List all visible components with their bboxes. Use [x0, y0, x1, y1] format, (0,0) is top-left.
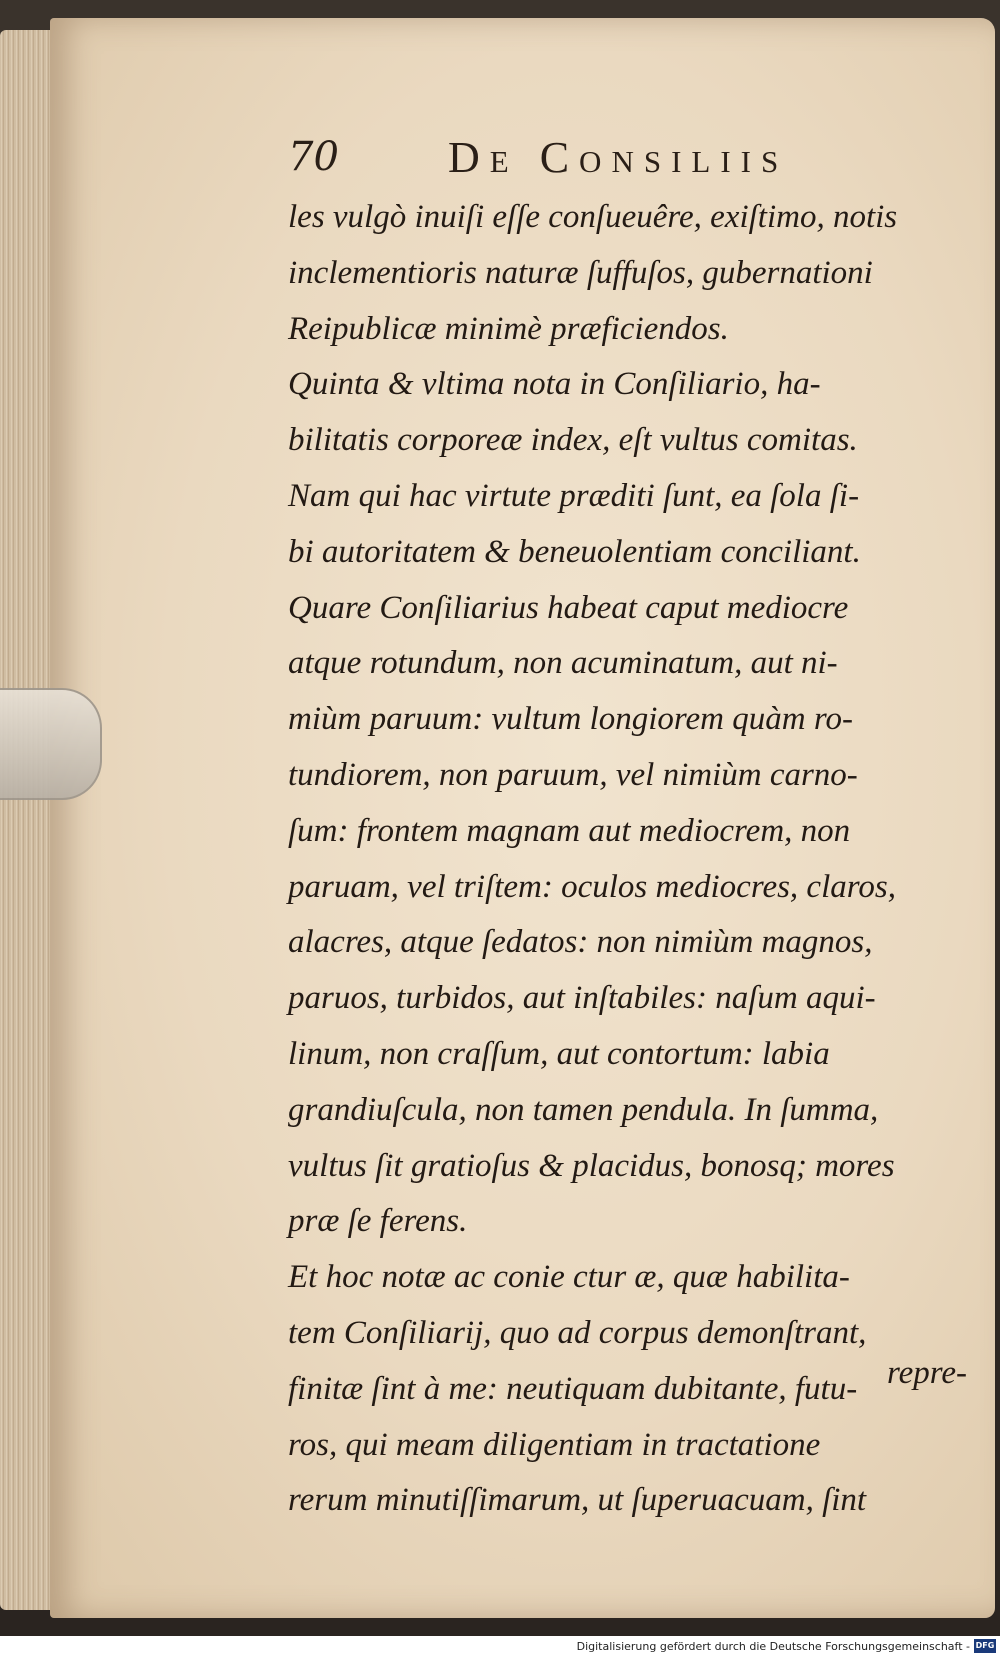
text-line: præ ſe ferens. [288, 1203, 468, 1240]
page-number: 70 [288, 134, 339, 180]
text-line: Et hoc notæ ac conie ctur æ, quæ habilita- [288, 1259, 850, 1296]
footer-bar [0, 1636, 1000, 1658]
text-line: paruam, vel triſtem: oculos mediocres, claros, [288, 868, 896, 905]
text-line: Quinta & vltima nota in Conſiliario, ha- [288, 366, 821, 403]
running-title: De Consiliis [448, 133, 789, 182]
running-head [288, 128, 988, 188]
text-line: vultus ſit gratioſus & placidus, bonosq; mores [288, 1147, 895, 1184]
bookmark-clip [0, 688, 102, 800]
text-line: inclementioris naturæ ſuffuſos, gubernationi [288, 254, 873, 291]
text-line: les vulgò inuiſi eſſe conſueuêre, exiſtimo, notis [288, 199, 898, 235]
text-line: tem Conſiliarij, quo ad corpus demonſtrant, [288, 1314, 867, 1351]
dfg-logo: DFG [974, 1639, 996, 1653]
catchword: repre- [887, 1355, 968, 1391]
text-line: miùm paruum: vultum longiorem quàm ro- [288, 701, 853, 738]
text-line: Reipublicæ minimè præficiendos. [288, 310, 729, 347]
footer-credit: Digitalisierung gefördert durch die Deutsche Forschungsgemeinschaft - [576, 1640, 970, 1653]
text-line: atque rotundum, non acuminatum, aut ni- [288, 645, 838, 682]
body-text [288, 190, 988, 1529]
text-line: alacres, atque ſedatos: non nimiùm magnos, [288, 924, 873, 961]
text-line: Quare Conſiliarius habeat caput mediocre [288, 589, 849, 626]
text-line: ſum: frontem magnam aut mediocrem, non [288, 812, 851, 849]
text-line: grandiuſcula, non tamen pendula. In ſumma, [288, 1091, 879, 1128]
text-line: ros, qui meam diligentiam in tractatione [288, 1426, 821, 1463]
text-line: linum, non craſſum, aut contortum: labia [288, 1035, 830, 1072]
text-line: tundiorem, non paruum, vel nimiùm carno- [288, 756, 858, 793]
text-line: Nam qui hac virtute præditi ſunt, ea ſola ſi- [288, 477, 860, 514]
text-line: finitæ ſint à me: neutiquam dubitante, futu- [288, 1370, 858, 1407]
text-line: paruos, turbidos, aut inſtabiles: naſum aqui- [288, 980, 876, 1017]
text-line: bilitatis corporeæ index, eſt vultus comitas. [288, 422, 858, 459]
text-line: bi autoritatem & beneuolentiam conciliant. [288, 533, 861, 570]
text-line: rerum minutiſſimarum, ut ſuperuacuam, ſint [288, 1482, 867, 1519]
